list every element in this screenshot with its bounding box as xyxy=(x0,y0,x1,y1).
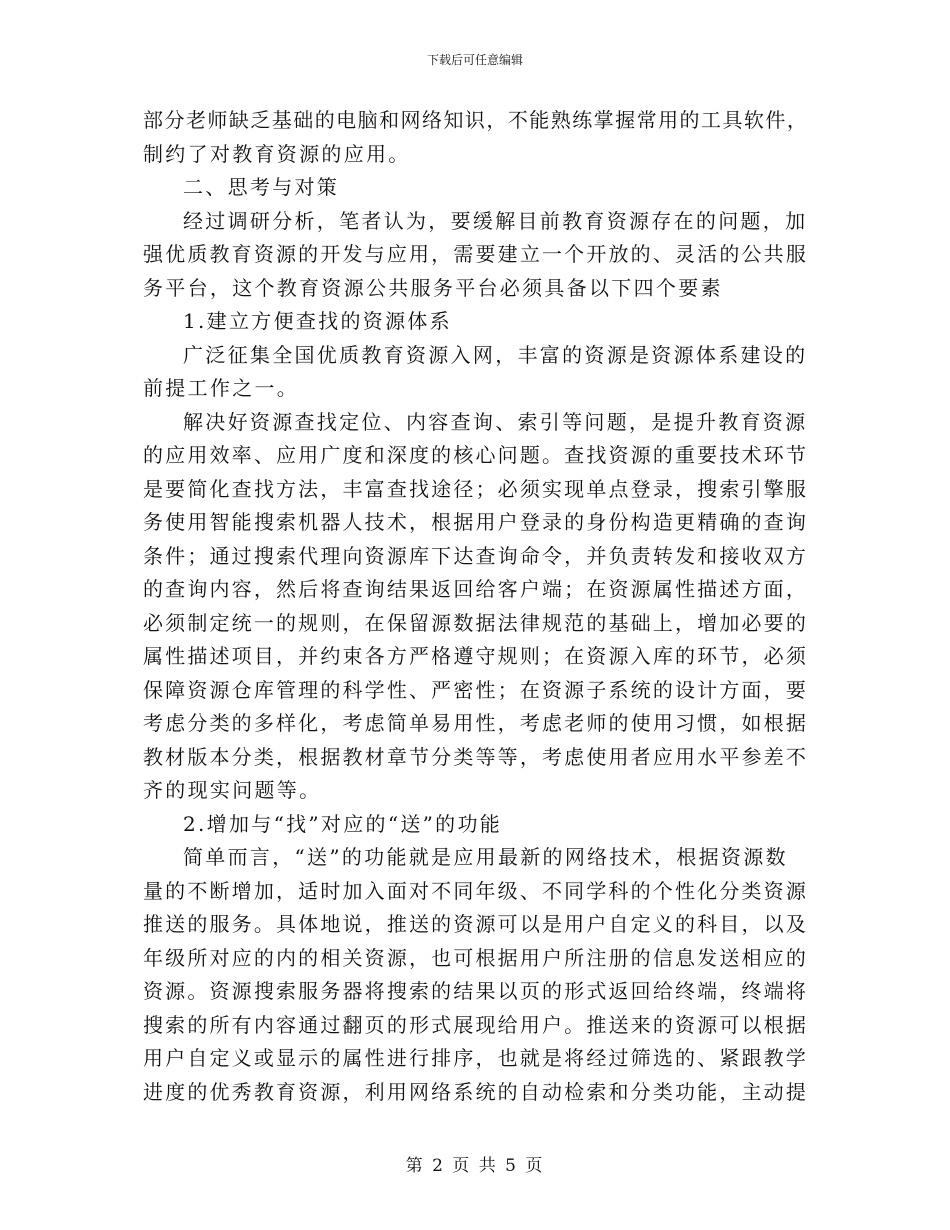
text-line: 齐的现实问题等。 xyxy=(143,778,322,802)
document-body xyxy=(143,104,808,1109)
text-line: 教材版本分类，根据教材章节分类等等，考虑使用者应用水平参差不 xyxy=(143,744,808,769)
text-line: 属性描述项目，并约束各方严格遵守规则；在资源入库的环节，必须 xyxy=(143,644,808,668)
text-line: 的查询内容，然后将查询结果返回给客户端；在资源属性描述方面， xyxy=(143,577,808,601)
text-line: 强优质教育资源的开发与应用，需要建立一个开放的、灵活的公共服 xyxy=(143,242,808,266)
text-line: 解决好资源查找定位、内容查询、索引等问题，是提升教育资源 xyxy=(183,409,808,434)
text-line: 必须制定统一的规则，在保留源数据法律规范的基础上，增加必要的 xyxy=(143,610,808,635)
text-line: 考虑分类的多样化，考虑简单易用性，考虑老师的使用习惯，如根据 xyxy=(143,711,808,735)
text-line: 保障资源仓库管理的科学性、严密性；在资源子系统的设计方面，要 xyxy=(143,677,808,702)
text-line: 部分老师缺乏基础的电脑和网络知识，不能熟练掌握常用的工具软件， xyxy=(143,108,809,132)
text-line: 二、思考与对策 xyxy=(183,175,340,199)
text-line: 的应用效率、应用广度和深度的核心问题。查找资源的重要技术环节 xyxy=(143,443,808,467)
text-line: 年级所对应的内的相关资源，也可根据用户所注册的信息发送相应的 xyxy=(143,945,808,970)
text-line: 量的不断增加，适时加入面对不同年级、不同学科的个性化分类资源 xyxy=(143,878,808,903)
text-line: 搜索的所有内容通过翻页的形式展现给用户。推送来的资源可以根据 xyxy=(143,1012,808,1037)
text-line: 1.建立方便查找的资源体系 xyxy=(183,309,452,333)
text-line: 前提工作之一。 xyxy=(143,376,300,400)
text-line: 进度的优秀教育资源，利用网络系统的自动检索和分类功能，主动提 xyxy=(143,1079,808,1104)
text-line: 资源。资源搜索服务器将搜索的结果以页的形式返回给终端，终端将 xyxy=(143,979,808,1003)
text-line: 2.增加与“找”对应的“送”的功能 xyxy=(183,811,503,836)
text-line: 简单而言，“送”的功能就是应用最新的网络技术，根据资源数 xyxy=(183,845,788,869)
text-line: 制约了对教育资源的应用。 xyxy=(143,141,411,166)
text-line: 推送的服务。具体地说，推送的资源可以是用户自定义的科目，以及 xyxy=(143,912,808,936)
page-number: 第 2 页 共 5 页 xyxy=(405,1156,545,1176)
text-line: 条件；通过搜索代理向资源库下达查询命令，并负责转发和接收双方 xyxy=(143,543,808,568)
text-line: 是要简化查找方法，丰富查找途径；必须实现单点登录，搜索引擎服 xyxy=(143,476,808,501)
text-line: 经过调研分析，笔者认为，要缓解目前教育资源存在的问题，加 xyxy=(183,208,808,233)
text-line: 广泛征集全国优质教育资源入网，丰富的资源是资源体系建设的 xyxy=(183,342,808,367)
text-line: 用户自定义或显示的属性进行排序，也就是将经过筛选的、紧跟教学 xyxy=(143,1046,808,1070)
text-line: 务使用智能搜索机器人技术，根据用户登录的身份构造更精确的查询 xyxy=(143,510,808,534)
page-header: 下载后可任意编辑 xyxy=(426,53,523,67)
text-line: 务平台，这个教育资源公共服务平台必须具备以下四个要素 xyxy=(143,275,723,300)
